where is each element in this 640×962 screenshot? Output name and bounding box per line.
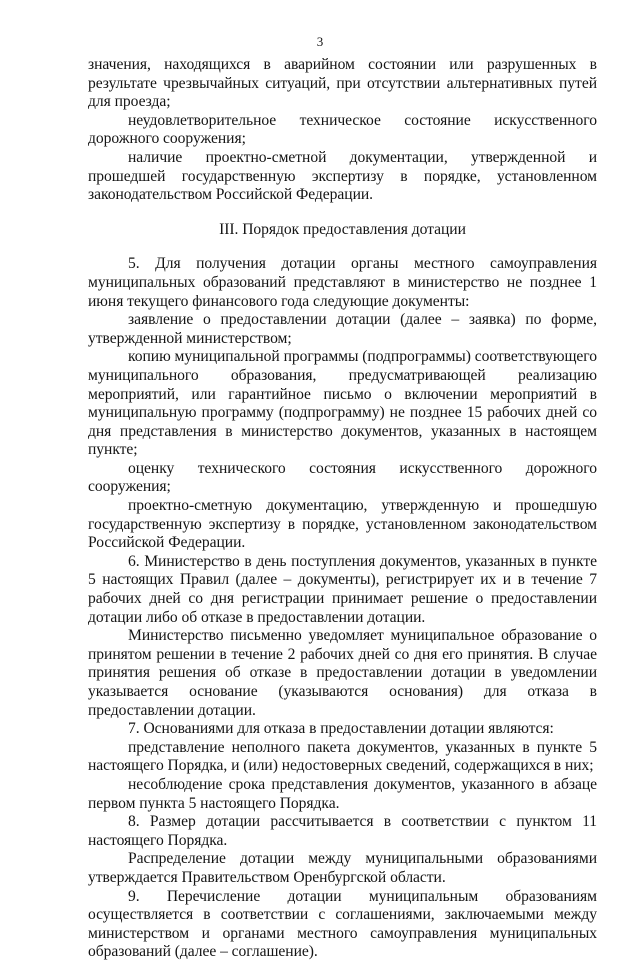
paragraph-clause-8: 8. Размер дотации рассчитывается в соответствии с пунктом 11 настоящего Порядка.: [88, 813, 597, 849]
paragraph-clause-9: 9. Перечисление дотации муниципальным образованиям осуществляется в соответствии с соглашениями, заключаемыми между министерством и органами местного самоуправления муниципальных образований (далее – соглашение).: [88, 887, 597, 961]
document-body: [88, 56, 597, 962]
paragraph: Министерство письменно уведомляет муниципальное образование о принятом решении в течение 2 рабочих дней со дня его принятия. В случае принятия решения об отказе в предоставлении дотации в уведомлении указывается основание (указываются основания) для отказа в предоставлении дотации.: [88, 627, 597, 719]
paragraph: оценку технического состояния искусственного дорожного сооружения;: [88, 459, 597, 496]
page-number: 3: [316, 34, 324, 49]
paragraph: наличие проектно-сметной документации, утвержденной и прошедшей государственную экспертизу в порядке, установленном законодательством Российской Федерации.: [88, 148, 597, 204]
paragraph: представление неполного пакета документов, указанных в пункте 5 настоящего Порядка, и (или) недостоверных сведений, содержащихся в них;: [88, 738, 597, 775]
paragraph: несоблюдение срока представления документов, указанного в абзаце первом пункта 5 настоящего Порядка.: [88, 775, 597, 812]
paragraph-clause-7: 7. Основаниями для отказа в предоставлении дотации являются:: [128, 720, 554, 738]
section-heading: III. Порядок предоставления дотации: [219, 220, 466, 238]
paragraph: неудовлетворительное техническое состояние искусственного дорожного сооружения;: [88, 111, 597, 148]
paragraph-continuation: значения, находящихся в аварийном состоянии или разрушенных в результате чрезвычайных ситуаций, при отсутствии альтернативных путей для проезда;: [88, 56, 597, 111]
paragraph: копию муниципальной программы (подпрограммы) соответствующего муниципального образования, предусматривающей реализацию мероприятий, или гарантийное письмо о включении мероприятий в муниципальную программу (подпрограмму) не позднее 15 рабочих дней со дня представления в министерство документов, указанных в настоящем пункте;: [88, 348, 597, 459]
paragraph-clause-6: 6. Министерство в день поступления документов, указанных в пункте 5 настоящих Правил (далее – документы), регистрирует их и в течение 7 рабочих дней со дня регистрации принимает решение о предоставлении дотации либо об отказе в предоставлении дотации.: [88, 552, 597, 626]
paragraph-clause-5: 5. Для получения дотации органы местного самоуправления муниципальных образований представляют в министерство не позднее 1 июня текущего финансового года следующие документы:: [88, 255, 597, 310]
paragraph: заявление о предоставлении дотации (далее – заявка) по форме, утвержденной министерством;: [88, 311, 597, 347]
paragraph: Распределение дотации между муниципальными образованиями утверждается Правительством Оренбургской области.: [88, 850, 597, 886]
paragraph: проектно-сметную документацию, утвержденную и прошедшую государственную экспертизу в порядке, установленном законодательством Российской Федерации.: [88, 497, 597, 552]
